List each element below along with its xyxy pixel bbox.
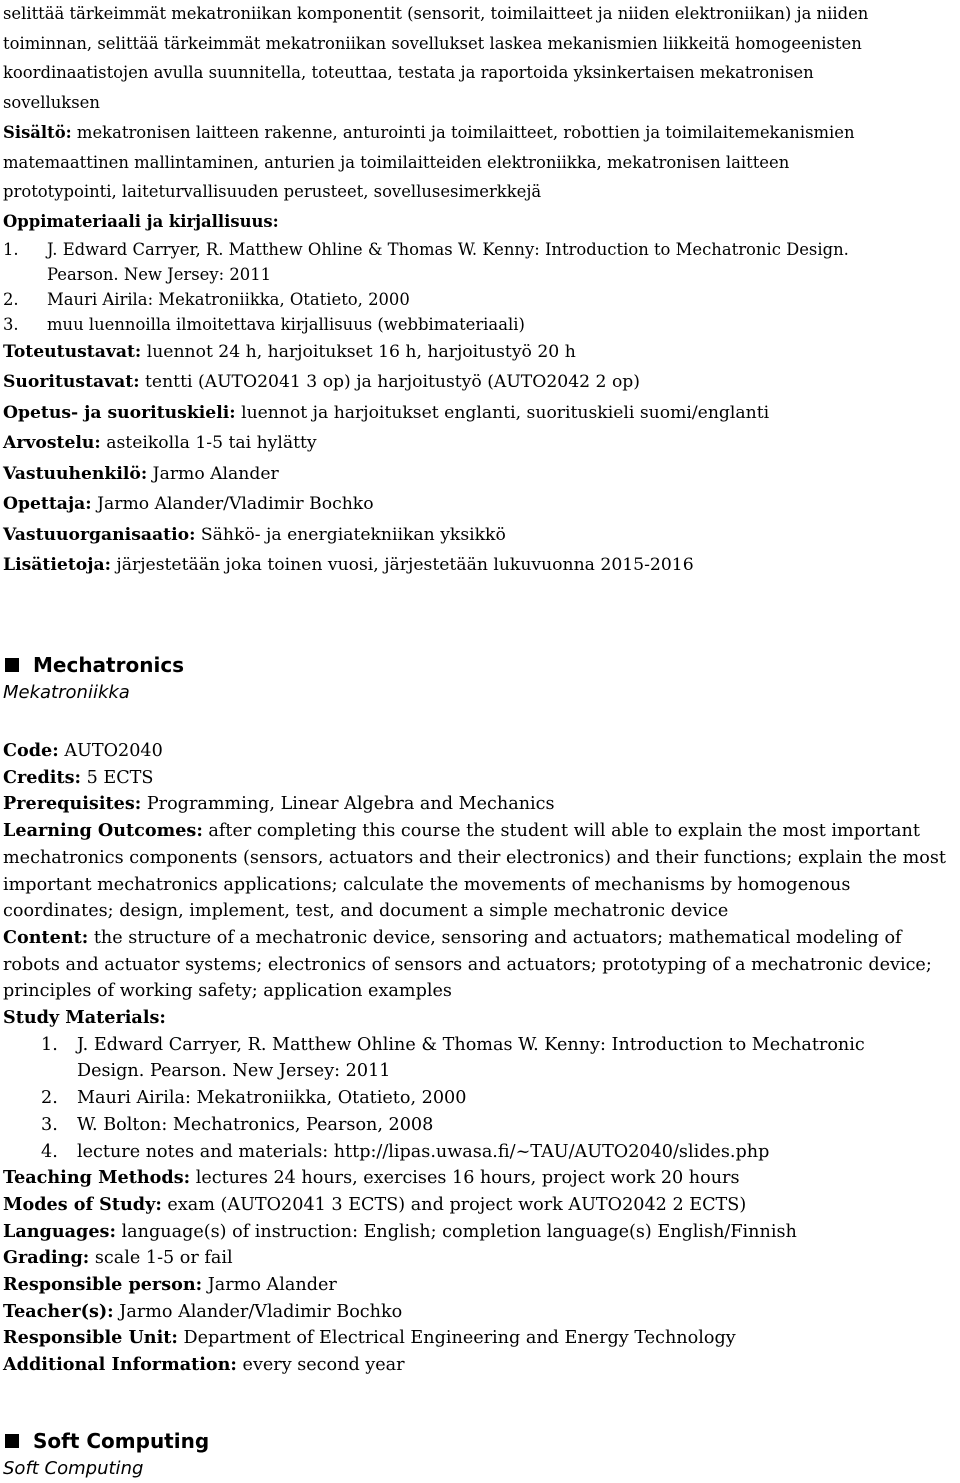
list-number: 2. <box>3 289 19 309</box>
field-teaching-methods <box>3 1165 955 1192</box>
field-value: luennot 24 h, harjoitukset 16 h, harjoitustyö 20 h <box>141 341 576 362</box>
list-text: Pearson. New Jersey: 2011 <box>47 264 272 284</box>
field-responsible-person <box>3 1272 955 1299</box>
text-line: matemaattinen mallintaminen, anturien ja toimilaitteiden elektroniikka, mekatronisen laitteen <box>3 152 790 172</box>
content-field-fi <box>3 118 868 207</box>
text-line: mechatronics components (sensors, actuators and their electronics) and their functions; explain the most <box>3 847 946 868</box>
field-label: Modes of Study: <box>3 1193 162 1215</box>
field-languages <box>3 1219 955 1246</box>
field-value: järjestetään joka toinen vuosi, järjestetään lukuvuonna 2015-2016 <box>110 555 694 576</box>
mechatronics-course-description <box>3 738 955 1379</box>
field-label: Learning Outcomes: <box>3 820 203 842</box>
field-value: Programming, Linear Algebra and Mechanics <box>141 794 555 815</box>
list-item <box>3 1032 955 1085</box>
field-grading <box>3 428 868 459</box>
field-content <box>3 925 955 1005</box>
field-label: Teaching Methods: <box>3 1167 191 1189</box>
list-number: 3. <box>3 314 19 334</box>
text-line: selittää tärkeimmät mekatroniikan komponentit (sensorit, toimilaitteet ja niiden elektroniikan) ja niiden <box>3 4 869 23</box>
list-number: 1. <box>41 1034 58 1055</box>
list-text: muu luennoilla ilmoitettava kirjallisuus (webbimateriaali) <box>47 314 525 334</box>
field-value: scale 1-5 or fail <box>89 1248 233 1269</box>
section-title: Soft Computing <box>33 1429 210 1453</box>
field-label: Content: <box>3 926 89 948</box>
field-label: Prerequisites: <box>3 793 142 815</box>
field-languages <box>3 398 868 429</box>
list-number: 2. <box>41 1088 58 1109</box>
course-fields-fi <box>3 337 868 581</box>
section-title: Mechatronics <box>33 653 185 677</box>
field-label: Teacher(s): <box>3 1300 114 1322</box>
field-value: exam (AUTO2041 3 ECTS) and project work AUTO2042 2 ECTS) <box>161 1194 747 1215</box>
field-value: tentti (AUTO2041 3 op) ja harjoitustyö (AUTO2042 2 op) <box>139 372 641 393</box>
list-text: W. Bolton: Mechatronics, Pearson, 2008 <box>77 1114 434 1135</box>
text-line: robots and actuator systems; electronics of sensors and actuators; prototyping of a mechatronic device; <box>3 954 932 975</box>
field-value: every second year <box>236 1355 405 1376</box>
field-credits <box>3 765 955 792</box>
field-prerequisites <box>3 791 955 818</box>
square-bullet-icon <box>5 1434 19 1448</box>
field-label: Grading: <box>3 1247 90 1269</box>
field-label: Arvostelu: <box>3 433 101 454</box>
field-label: Additional Information: <box>3 1354 237 1376</box>
field-value: luennot ja harjoitukset englanti, suorituskieli suomi/englanti <box>235 402 770 423</box>
field-value: Sähkö- ja energiatekniikan yksikkö <box>195 524 506 545</box>
text-line: principles of working safety; application examples <box>3 981 452 1002</box>
study-materials-list <box>3 1032 955 1166</box>
field-value: Jarmo Alander/Vladimir Bochko <box>113 1301 403 1322</box>
field-label: Opetus- ja suorituskieli: <box>3 402 236 423</box>
field-value: after completing this course the student will able to explain the most important <box>202 821 920 842</box>
list-text: J. Edward Carryer, R. Matthew Ohline & Thomas W. Kenny: Introduction to Mechatronic Design. <box>47 239 849 259</box>
list-text: Design. Pearson. New Jersey: 2011 <box>77 1061 391 1082</box>
list-item <box>3 1139 955 1166</box>
field-label: Code: <box>3 740 59 761</box>
square-bullet-icon <box>5 658 19 672</box>
section-heading-soft-computing <box>3 1428 209 1454</box>
field-label: Responsible person: <box>3 1274 203 1296</box>
field-grading <box>3 1245 955 1272</box>
field-value: Jarmo Alander/Vladimir Bochko <box>91 494 374 515</box>
list-text: Mauri Airila: Mekatroniikka, Otatieto, 2000 <box>77 1088 467 1109</box>
text-line: prototypointi, laiteturvallisuuden perusteet, sovellusesimerkkejä <box>3 182 542 202</box>
field-value: Jarmo Alander <box>147 463 279 484</box>
field-responsible-unit <box>3 1325 955 1352</box>
field-implementation <box>3 337 868 368</box>
field-value: AUTO2040 <box>58 741 163 761</box>
field-additional-info <box>3 550 868 581</box>
list-item <box>3 1085 955 1112</box>
list-text: Mauri Airila: Mekatroniikka, Otatieto, 2000 <box>47 289 410 309</box>
field-modes-of-study <box>3 1192 955 1219</box>
field-modes-of-study <box>3 367 868 398</box>
section-subtitle-mechatronics: Mekatroniikka <box>3 682 130 703</box>
field-label: Responsible Unit: <box>3 1327 178 1349</box>
list-text: lecture notes and materials: http://lipas.uwasa.fi/~TAU/AUTO2040/slides.php <box>77 1141 770 1162</box>
field-label: Opettaja: <box>3 494 92 515</box>
study-materials-heading: Study Materials: <box>3 1007 166 1029</box>
field-value: Department of Electrical Engineering and Energy Technology <box>177 1328 736 1349</box>
text-line: important mechatronics applications; calculate the movements of mechanisms by homogenous <box>3 874 851 895</box>
field-label: Toteutustavat: <box>3 341 142 362</box>
field-learning-outcomes <box>3 818 955 925</box>
section-heading-mechatronics <box>3 652 184 678</box>
field-value: lectures 24 hours, exercises 16 hours, project work 20 hours <box>190 1168 740 1189</box>
field-label: Vastuuorganisaatio: <box>3 524 196 545</box>
list-item <box>3 312 868 337</box>
text-line: koordinaatistojen avulla suunnitella, toteuttaa, testata ja raportoida yksinkertaisen mekatronisen <box>3 63 814 83</box>
list-number: 1. <box>3 239 19 259</box>
field-additional-information <box>3 1352 955 1379</box>
list-number: 4. <box>41 1141 58 1162</box>
field-responsible-person <box>3 459 868 490</box>
field-responsible-unit <box>3 520 868 551</box>
field-label: Suoritustavat: <box>3 372 140 393</box>
text-line: coordinates; design, implement, test, and document a simple mechatronic device <box>3 901 729 922</box>
field-value: the structure of a mechatronic device, sensoring and actuators; mathematical modeling of <box>88 927 902 948</box>
learning-outcomes-text-fi <box>3 0 868 118</box>
list-item <box>3 237 868 287</box>
field-value: 5 ECTS <box>80 767 154 788</box>
field-label: Languages: <box>3 1220 116 1242</box>
text-line: toiminnan, selittää tärkeimmät mekatroniikan sovellukset laskea mekanismien liikkeitä homogeenisten <box>3 33 862 53</box>
list-item <box>3 287 868 312</box>
field-label: Vastuuhenkilö: <box>3 463 148 484</box>
field-value: mekatronisen laitteen rakenne, anturointi ja toimilaitteet, robottien ja toimilaitemekanismien <box>71 122 855 142</box>
materials-heading-fi: Oppimateriaali ja kirjallisuus: <box>3 211 279 231</box>
field-value: language(s) of instruction: English; completion language(s) English/Finnish <box>115 1221 797 1242</box>
text-line: sovelluksen <box>3 93 100 113</box>
field-teachers <box>3 1299 955 1326</box>
materials-list-fi <box>3 237 868 337</box>
field-label: Sisältö: <box>3 122 72 142</box>
finnish-course-description <box>3 0 868 581</box>
field-label: Credits: <box>3 766 81 788</box>
list-number: 3. <box>41 1114 58 1135</box>
section-subtitle-soft-computing: Soft Computing <box>3 1458 144 1479</box>
list-item <box>3 1112 955 1139</box>
field-label: Lisätietoja: <box>3 555 111 576</box>
field-value: Jarmo Alander <box>202 1275 337 1296</box>
field-value: asteikolla 1-5 tai hylätty <box>100 433 317 454</box>
list-text: J. Edward Carryer, R. Matthew Ohline & Thomas W. Kenny: Introduction to Mechatronic <box>77 1034 865 1055</box>
field-teacher <box>3 489 868 520</box>
field-code <box>3 738 955 765</box>
